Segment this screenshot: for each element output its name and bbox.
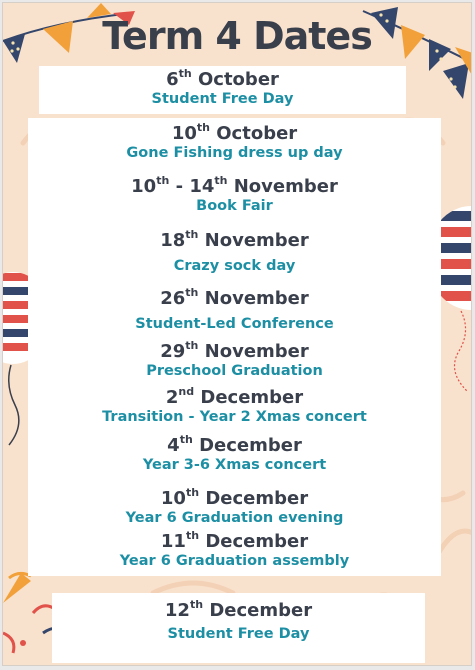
event-description: Gone Fishing dress up day xyxy=(126,145,343,161)
event-description: Year 3-6 Xmas concert xyxy=(142,457,327,473)
event-date: 26th November xyxy=(160,286,309,309)
event-date: 10th - 14th November xyxy=(131,174,338,197)
event-item xyxy=(28,486,441,527)
event-item xyxy=(52,598,425,643)
event-description: Student Free Day xyxy=(151,91,294,107)
term-dates-poster xyxy=(2,2,472,666)
event-description: Year 6 Graduation assembly xyxy=(119,553,350,569)
event-item xyxy=(28,529,441,570)
event-date: 12th December xyxy=(164,598,313,621)
event-item xyxy=(28,286,441,333)
event-date: 10th October xyxy=(171,121,298,144)
event-date: 18th November xyxy=(160,228,309,251)
event-description: Book Fair xyxy=(196,198,273,214)
event-item xyxy=(28,228,441,275)
event-description: Transition - Year 2 Xmas concert xyxy=(102,409,367,425)
event-item xyxy=(28,339,441,380)
event-description: Year 6 Graduation evening xyxy=(125,510,344,526)
event-item xyxy=(28,385,441,426)
event-date: 10th December xyxy=(160,486,309,509)
event-date: 4th December xyxy=(167,433,302,456)
event-date: 6th October xyxy=(166,67,279,90)
event-card-bottom xyxy=(52,593,425,663)
event-item xyxy=(28,174,441,215)
event-description: Preschool Graduation xyxy=(146,363,323,379)
event-description: Student Free Day xyxy=(167,626,310,642)
poster-title: Term 4 Dates xyxy=(102,14,372,58)
event-date: 2nd December xyxy=(165,385,304,408)
event-card-main xyxy=(28,118,441,576)
event-card-top xyxy=(39,66,406,114)
event-date: 11th December xyxy=(160,529,309,552)
event-item xyxy=(39,67,406,108)
event-date: 29th November xyxy=(160,339,309,362)
event-item xyxy=(28,121,441,162)
event-description: Crazy sock day xyxy=(173,258,296,274)
event-item xyxy=(28,433,441,474)
event-description: Student-Led Conference xyxy=(135,316,334,332)
